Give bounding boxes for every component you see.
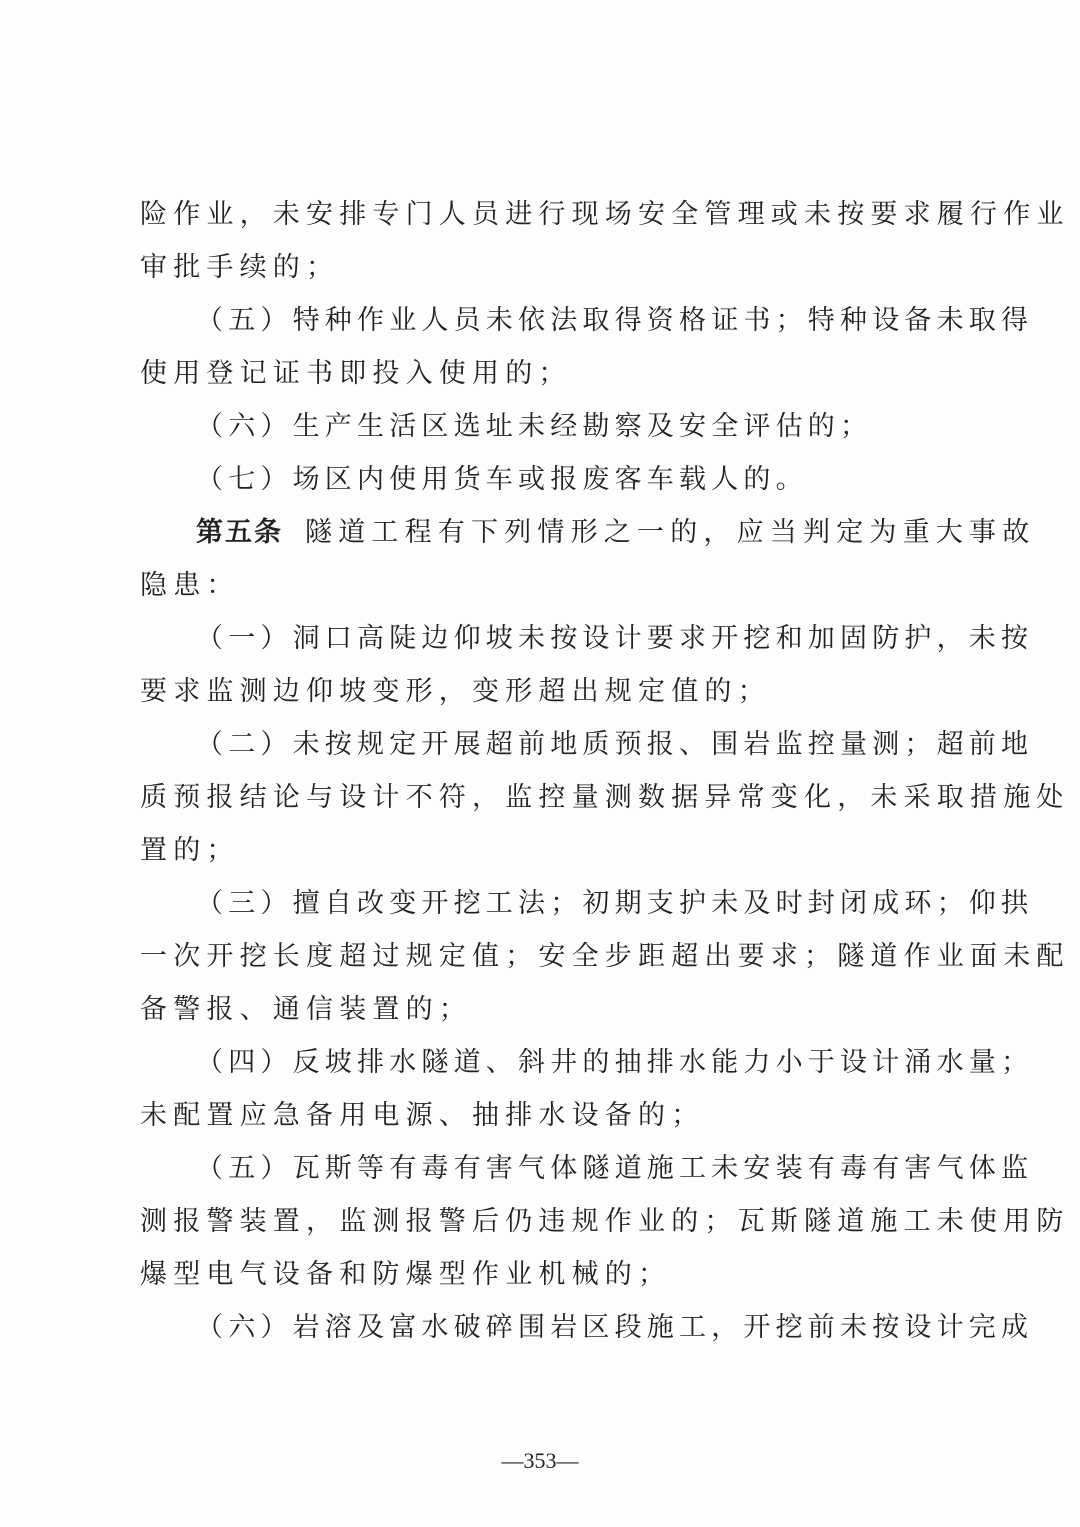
text-line: 险作业，未安排专门人员进行现场安全管理或未按要求履行作业: [140, 199, 1070, 230]
text-line: 未配置应急备用电源、抽排水设备的；: [140, 1100, 705, 1131]
list-item: （三）擅自改变开挖工法；初期支护未及时封闭成环；仰拱: [196, 888, 1034, 919]
body-text: [140, 188, 1070, 1354]
article-heading-line: [140, 506, 1036, 559]
list-item: （一）洞口高陡边仰坡未按设计要求开挖和加固防护，未按: [196, 623, 1034, 654]
list-item: （四）反坡排水隧道、斜井的抽排水能力小于设计涌水量；: [196, 1047, 1034, 1078]
list-item: （七）场区内使用货车或报废客车载人的。: [196, 464, 808, 495]
list-item: （五）特种作业人员未依法取得资格证书；特种设备未取得: [196, 305, 1034, 336]
list-item: （六）岩溶及富水破碎围岩区段施工，开挖前未按设计完成: [196, 1312, 1034, 1343]
text-line: 质预报结论与设计不符，监控量测数据异常变化，未采取措施处: [140, 782, 1070, 813]
text-line: 隐患：: [140, 570, 240, 601]
text-line: 要求监测边仰坡变形，变形超出规定值的；: [140, 676, 771, 707]
list-item: （二）未按规定开展超前地质预报、围岩监控量测；超前地: [196, 729, 1034, 760]
text-line: 备警报、通信装置的；: [140, 994, 472, 1025]
text-line: 爆型电气设备和防爆型作业机械的；: [140, 1259, 672, 1290]
text-line: 审批手续的；: [140, 252, 340, 283]
text-line: 置的；: [140, 835, 240, 866]
list-item: （五）瓦斯等有毒有害气体隧道施工未安装有毒有害气体监: [196, 1153, 1034, 1184]
page-number: —353—: [501, 1448, 579, 1473]
text-line: 使用登记证书即投入使用的；: [140, 358, 572, 389]
article-intro: 隧道工程有下列情形之一的，应当判定为重大事故: [305, 517, 1036, 548]
text-line: 一次开挖长度超过规定值；安全步距超出要求；隧道作业面未配: [140, 941, 1070, 972]
text-line: 测报警装置，监测报警后仍违规作业的；瓦斯隧道施工未使用防: [140, 1206, 1070, 1237]
article-title: 第五条: [196, 517, 283, 548]
list-item: （六）生产生活区选址未经勘察及安全评估的；: [196, 411, 873, 442]
